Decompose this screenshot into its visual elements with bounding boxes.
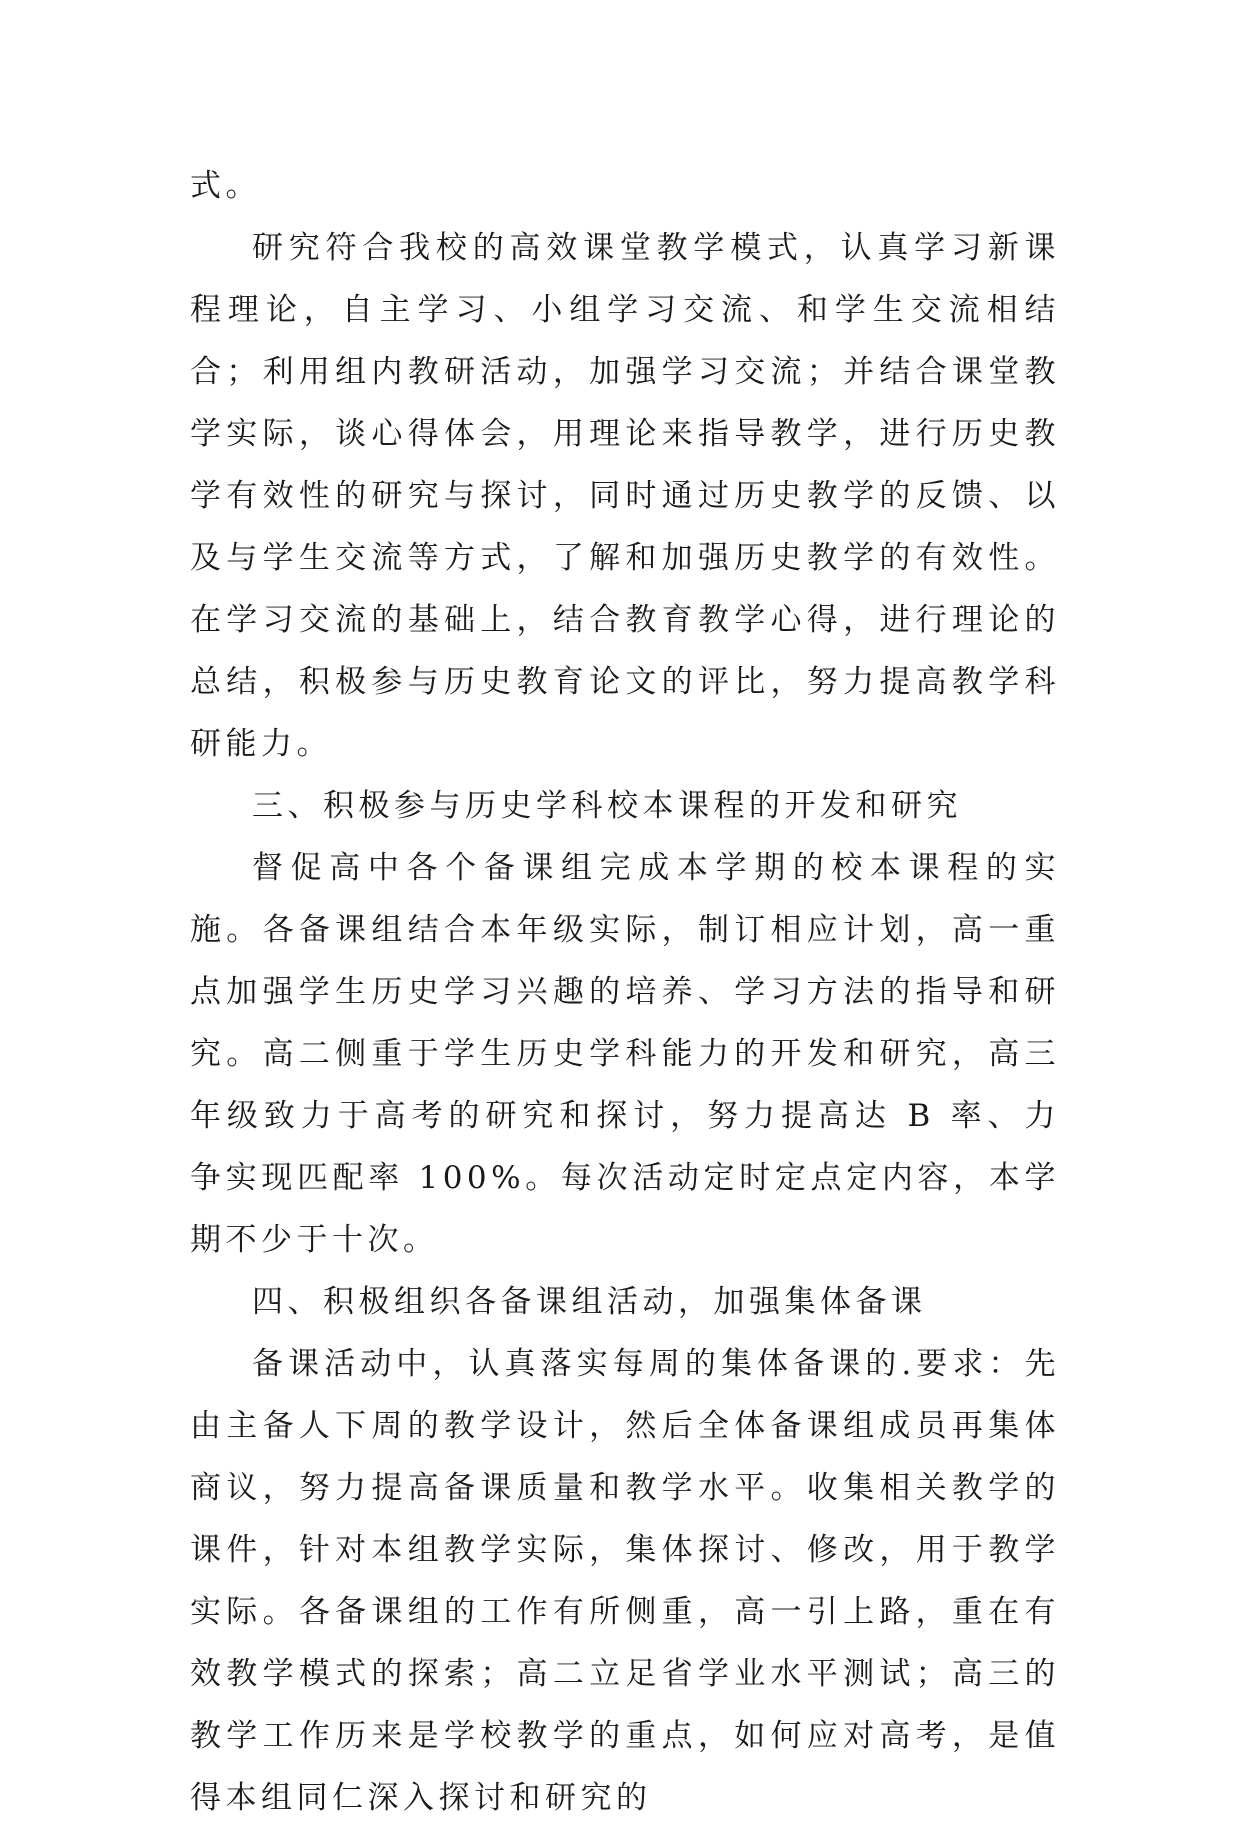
section-heading-3: 三、积极参与历史学科校本课程的开发和研究 bbox=[252, 788, 962, 824]
paragraph-continuation: 式。 bbox=[190, 168, 261, 204]
paragraph-research-model: 研究符合我校的高效课堂教学模式，认真学习新课程理论，自主学习、小组学习交流、和学生交流相结合；利用组内教研活动，加强学习交流；并结合课堂教学实际，谈心得体会，用理论来指导教学，进行历史教学有效性的研究与探讨，同时通过历史教学的反馈、以及与学生交流等方式，了解和加强历史教学的有效性。在学习交流的基础上，结合教育教学心得，进行理论的总结，积极参与历史教育论文的评比，努力提高教学科研能力。 bbox=[190, 230, 1060, 762]
section-heading-4: 四、积极组织各备课组活动，加强集体备课 bbox=[252, 1284, 927, 1320]
paragraph-school-curriculum: 督促高中各个备课组完成本学期的校本课程的实施。各备课组结合本年级实际，制订相应计划，高一重点加强学生历史学习兴趣的培养、学习方法的指导和研究。高二侧重于学生历史学科能力的开发和研究，高三年级致力于高考的研究和探讨，努力提高达 B 率、力争实现匹配率 100%。每次活动定时定点定内容，本学期不少于十次。 bbox=[190, 850, 1060, 1258]
paragraph-collective-prep: 备课活动中，认真落实每周的集体备课的.要求：先由主备人下周的教学设计，然后全体备课组成员再集体商议，努力提高备课质量和教学水平。收集相关教学的课件，针对本组教学实际，集体探讨、修改，用于教学实际。各备课组的工作有所侧重，高一引上路，重在有效教学模式的探索；高二立足省学业水平测试；高三的教学工作历来是学校教学的重点，如何应对高考，是值得本组同仁深入探讨和研究的 bbox=[190, 1346, 1060, 1816]
document-page bbox=[190, 155, 1060, 1829]
